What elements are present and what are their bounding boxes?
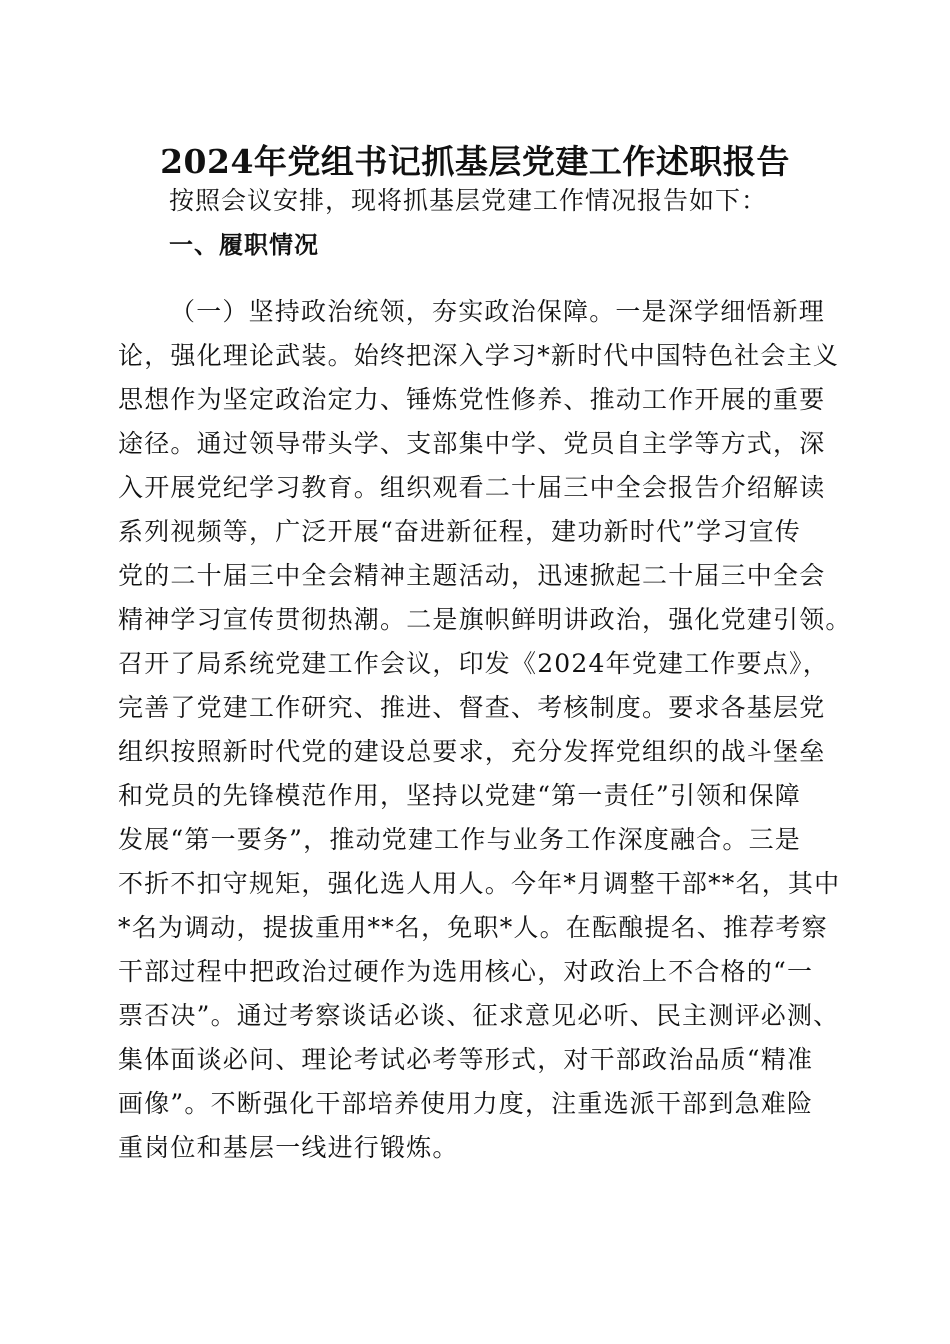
paragraph-line: 完善了党建工作研究、推进、督查、考核制度。要求各基层党 [118,693,826,722]
paragraph-line: 思想作为坚定政治定力、锤炼党性修养、推动工作开展的重要 [118,385,826,414]
paragraph-line: 途径。通过领导带头学、支部集中学、党员自主学等方式，深 [118,429,826,458]
paragraph-line: 和党员的先锋模范作用，坚持以党建“第一责任”引领和保障 [118,781,801,810]
paragraph-line: 召开了局系统党建工作会议，印发《2024年党建工作要点》， [118,649,829,678]
paragraph-line: 组织按照新时代党的建设总要求，充分发挥党组织的战斗堡垒 [118,737,826,766]
paragraph-line: 精神学习宣传贯彻热潮。二是旗帜鲜明讲政治，强化党建引领。 [118,605,852,634]
intro-text: 按照会议安排，现将抓基层党建工作情况报告如下： [169,186,768,215]
section-heading: 一、履职情况 [169,231,319,259]
paragraph-line: *名为调动，提拔重用**名，免职*人。在酝酿提名、推荐考察 [118,913,828,942]
body-paragraph [118,290,852,1170]
document-title: 2024年党组书记抓基层党建工作述职报告 [160,142,790,181]
paragraph-line: 画像”。不断强化干部培养使用力度，注重选派干部到急难险 [118,1089,814,1118]
paragraph-line: 系列视频等，广泛开展“奋进新征程，建功新时代”学习宣传 [118,517,801,546]
paragraph-line: 重岗位和基层一线进行锻炼。 [118,1133,459,1162]
paragraph-line: 入开展党纪学习教育。组织观看二十届三中全会报告介绍解读 [118,473,826,502]
paragraph-line: 发展“第一要务”，推动党建工作与业务工作深度融合。三是 [118,825,801,854]
paragraph-line: 干部过程中把政治过硬作为选用核心，对政治上不合格的“一 [118,957,814,986]
paragraph-line: （一）坚持政治统领，夯实政治保障。一是深学细悟新理 [170,297,826,326]
paragraph-line: 票否决”。通过考察谈话必谈、征求意见必听、民主测评必测、 [118,1001,840,1030]
paragraph-line: 党的二十届三中全会精神主题活动，迅速掀起二十届三中全会 [118,561,826,590]
paragraph-line: 集体面谈必问、理论考试必考等形式，对干部政治品质“精准 [118,1045,814,1074]
paragraph-line: 论，强化理论武装。始终把深入学习*新时代中国特色社会主义 [118,341,840,370]
paragraph-line: 不折不扣守规矩，强化选人用人。今年*月调整干部**名，其中 [118,869,841,898]
